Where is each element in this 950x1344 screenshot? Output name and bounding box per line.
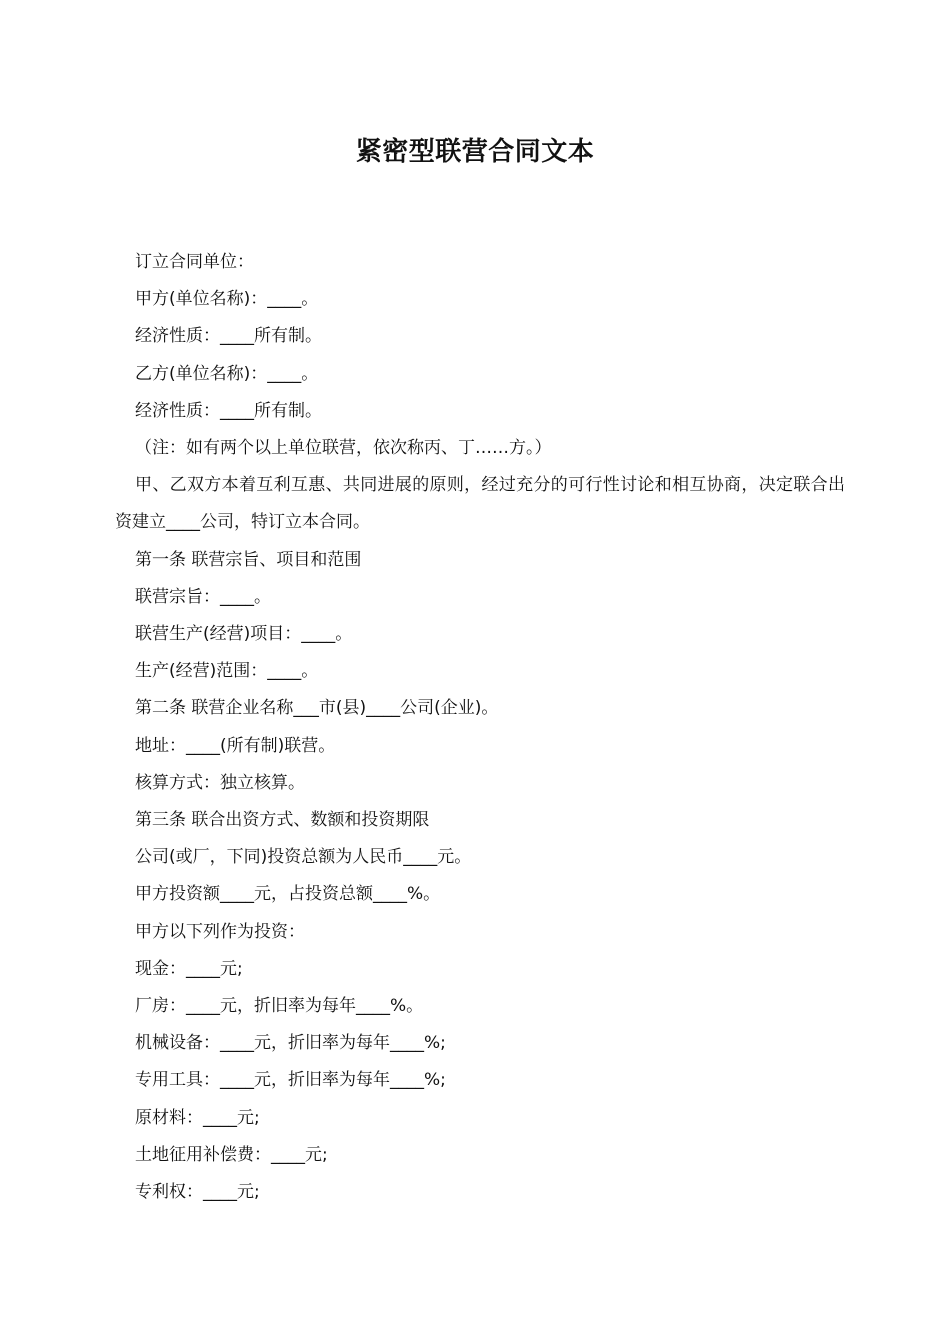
paragraph-party-a-ownership: 经济性质：____所有制。 <box>135 326 322 347</box>
article-2-heading: 第二条 联营企业名称___市(县)____公司(企业)。 <box>135 698 499 719</box>
paragraph-party-b-ownership: 经济性质：____所有制。 <box>135 400 322 421</box>
paragraph-machinery: 机械设备：____元，折旧率为每年____%; <box>135 1033 446 1054</box>
paragraph-factory-building: 厂房：____元，折旧率为每年____%。 <box>135 996 424 1017</box>
paragraph-party-a-investment-items: 甲方以下列作为投资： <box>135 921 305 942</box>
paragraph-joint-purpose: 联营宗旨：____。 <box>135 586 271 607</box>
paragraph-special-tools: 专用工具：____元，折旧率为每年____%; <box>135 1070 446 1091</box>
document-body <box>115 244 845 1211</box>
article-1-heading: 第一条 联营宗旨、项目和范围 <box>135 549 362 570</box>
document-title: 紧密型联营合同文本 <box>355 137 595 167</box>
paragraph-signing-units: 订立合同单位： <box>135 252 254 272</box>
paragraph-cash: 现金：____元; <box>135 958 243 979</box>
paragraph-party-b-name: 乙方(单位名称)：____。 <box>135 363 319 384</box>
paragraph-address: 地址：____(所有制)联营。 <box>135 735 336 756</box>
paragraph-party-a-name: 甲方(单位名称)：____。 <box>135 289 319 310</box>
paragraph-total-investment: 公司(或厂，下同)投资总额为人民币____元。 <box>135 847 472 868</box>
paragraph-joint-project: 联营生产(经营)项目：____。 <box>135 624 353 645</box>
paragraph-party-a-investment: 甲方投资额____元，占投资总额____%。 <box>135 884 441 905</box>
article-3-heading: 第三条 联合出资方式、数额和投资期限 <box>135 810 430 831</box>
paragraph-land-compensation: 土地征用补偿费：____元; <box>135 1144 328 1165</box>
paragraph-accounting-method: 核算方式：独立核算。 <box>135 772 305 793</box>
paragraph-preamble: 甲、乙双方本着互利互惠、共同进展的原则，经过充分的可行性讨论和相互协商，决定联合出资建立____公司，特订立本合同。 <box>115 475 845 533</box>
paragraph-note: （注：如有两个以上单位联营，依次称丙、丁……方。） <box>135 438 552 459</box>
paragraph-business-scope: 生产(经营)范围：____。 <box>135 661 319 682</box>
paragraph-raw-materials: 原材料：____元; <box>135 1107 260 1128</box>
paragraph-patent: 专利权：____元; <box>135 1182 260 1203</box>
